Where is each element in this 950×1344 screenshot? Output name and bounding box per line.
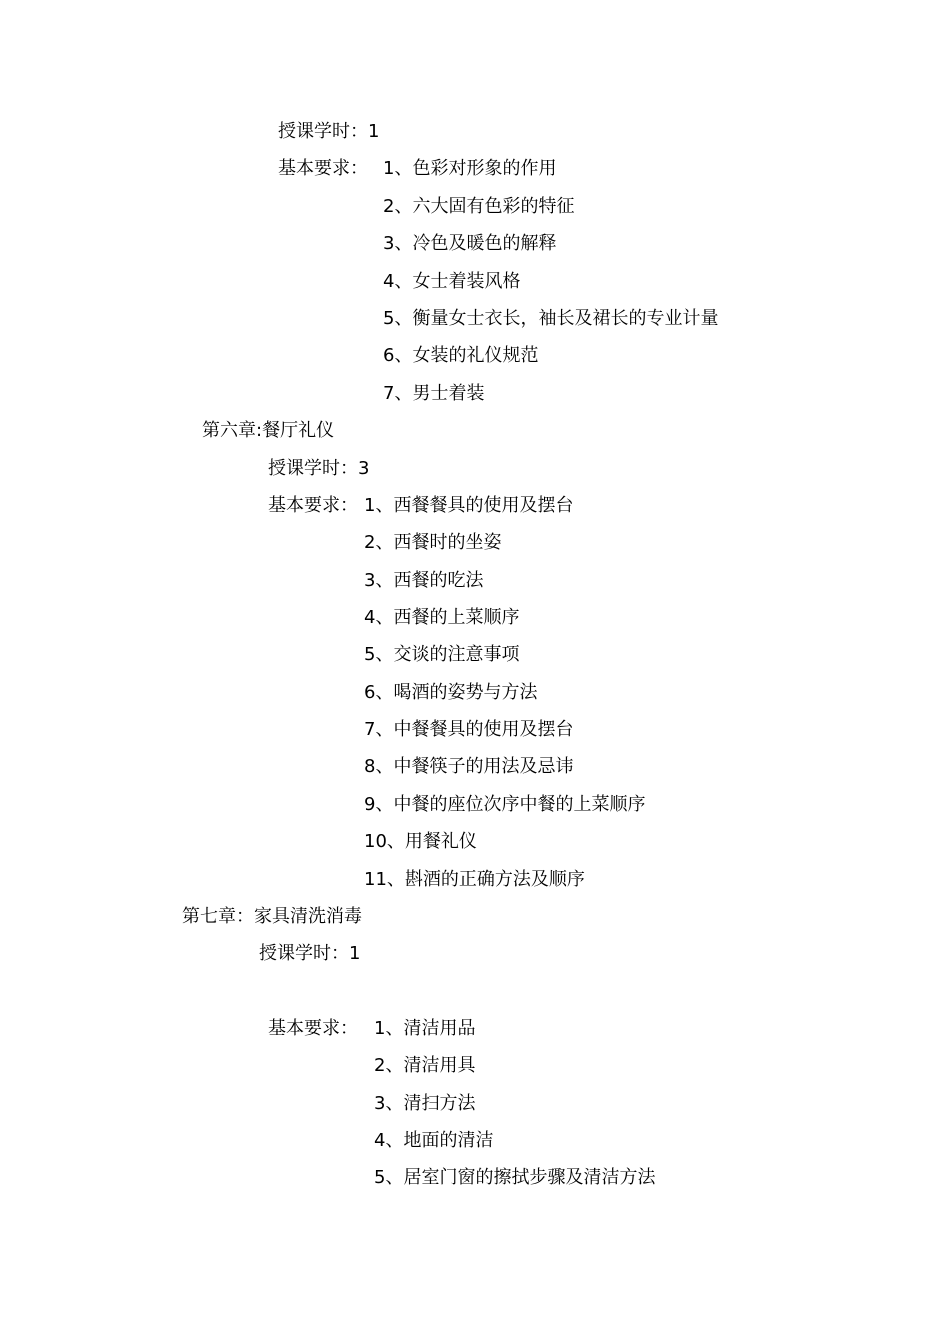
list-item: 1、色彩对形象的作用 — [383, 158, 557, 179]
prev-hours: 授课学时：1 — [278, 121, 380, 142]
list-item: 4、女士着装风格 — [383, 271, 521, 292]
list-item: 7、中餐餐具的使用及摆台 — [364, 719, 574, 740]
list-item: 3、西餐的吃法 — [364, 570, 484, 591]
chapter-7-req-label: 基本要求： — [268, 1018, 358, 1039]
list-item: 11、斟酒的正确方法及顺序 — [364, 869, 585, 890]
chapter-7-title: 第七章：家具清洗消毒 — [182, 906, 362, 927]
list-item: 1、西餐餐具的使用及摆台 — [364, 495, 574, 516]
list-item: 6、喝酒的姿势与方法 — [364, 682, 538, 703]
chapter-6-title: 第六章:餐厅礼仪 — [202, 420, 335, 441]
list-item: 5、交谈的注意事项 — [364, 644, 520, 665]
list-item: 1、清洁用品 — [374, 1018, 476, 1039]
list-item: 4、西餐的上菜顺序 — [364, 607, 520, 628]
list-item: 5、衡量女士衣长，袖长及裙长的专业计量 — [383, 308, 719, 329]
chapter-7-hours: 授课学时：1 — [259, 943, 361, 964]
list-item: 5、居室门窗的擦拭步骤及清洁方法 — [374, 1167, 656, 1188]
list-item: 3、冷色及暖色的解释 — [383, 233, 557, 254]
chapter-6-req-label: 基本要求： — [268, 495, 358, 516]
list-item: 2、六大固有色彩的特征 — [383, 196, 575, 217]
list-item: 9、中餐的座位次序中餐的上菜顺序 — [364, 794, 646, 815]
list-item: 2、清洁用具 — [374, 1055, 476, 1076]
list-item: 7、男士着装 — [383, 383, 485, 404]
list-item: 2、西餐时的坐姿 — [364, 532, 502, 553]
chapter-6-hours: 授课学时：3 — [268, 458, 370, 479]
list-item: 4、地面的清洁 — [374, 1130, 494, 1151]
prev-req-label: 基本要求： — [278, 158, 368, 179]
list-item: 8、中餐筷子的用法及忌讳 — [364, 756, 574, 777]
list-item: 10、用餐礼仪 — [364, 831, 477, 852]
list-item: 6、女装的礼仪规范 — [383, 345, 539, 366]
list-item: 3、清扫方法 — [374, 1093, 476, 1114]
